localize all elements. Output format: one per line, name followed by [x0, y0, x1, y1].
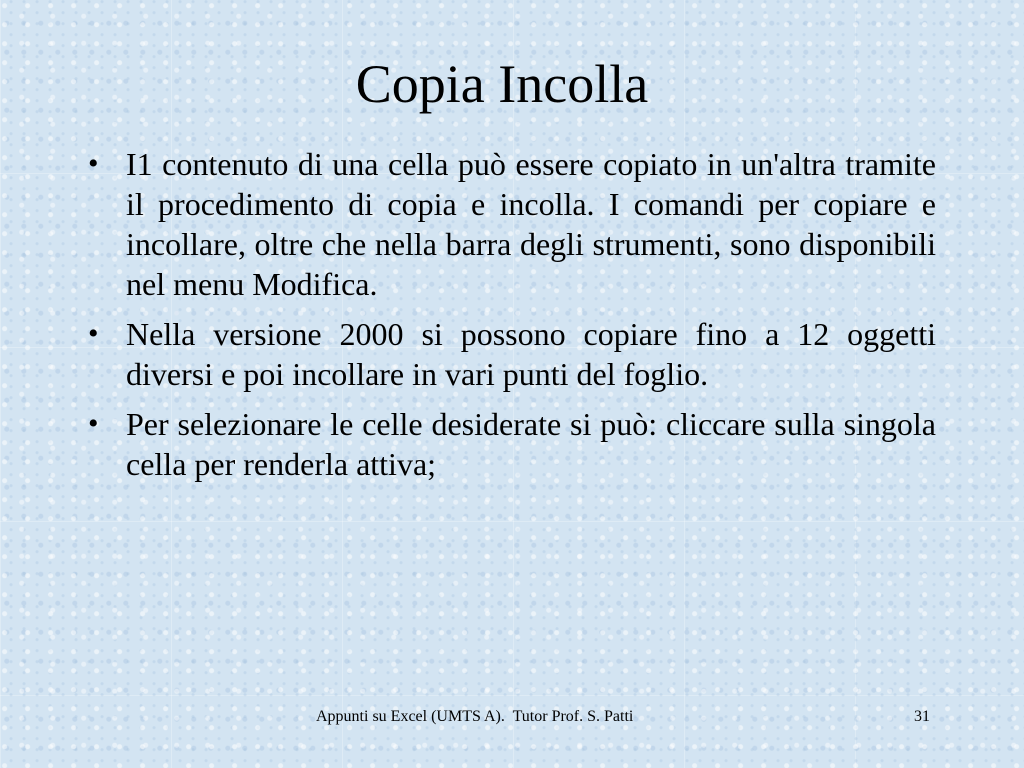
bullet-text: I1 contenuto di una cella può essere copiato in un'altra tramite il procedimento di copia e incolla. I comandi per copiare e incollare, oltre che nella barra degli strumenti, sono disponibili nel menu Modifica.	[126, 146, 936, 302]
bullet-item	[88, 314, 936, 394]
footer-text: Appunti su Excel (UMTS A). Tutor Prof. S. Patti	[316, 708, 634, 725]
slide-title: Copia Incolla	[355, 54, 649, 114]
bullet-marker: •	[88, 317, 99, 350]
bullet-item	[88, 144, 936, 304]
bullet-item	[88, 404, 936, 484]
bullet-text: Nella versione 2000 si possono copiare fino a 12 oggetti diversi e poi incollare in vari punti del foglio.	[126, 316, 936, 392]
bullet-text: Per selezionare le celle desiderate si può: cliccare sulla singola cella per renderla attiva;	[126, 406, 936, 482]
bullet-marker: •	[88, 407, 99, 440]
bullet-marker: •	[88, 147, 99, 180]
page-number: 31	[914, 708, 930, 725]
bullet-list	[88, 144, 936, 494]
